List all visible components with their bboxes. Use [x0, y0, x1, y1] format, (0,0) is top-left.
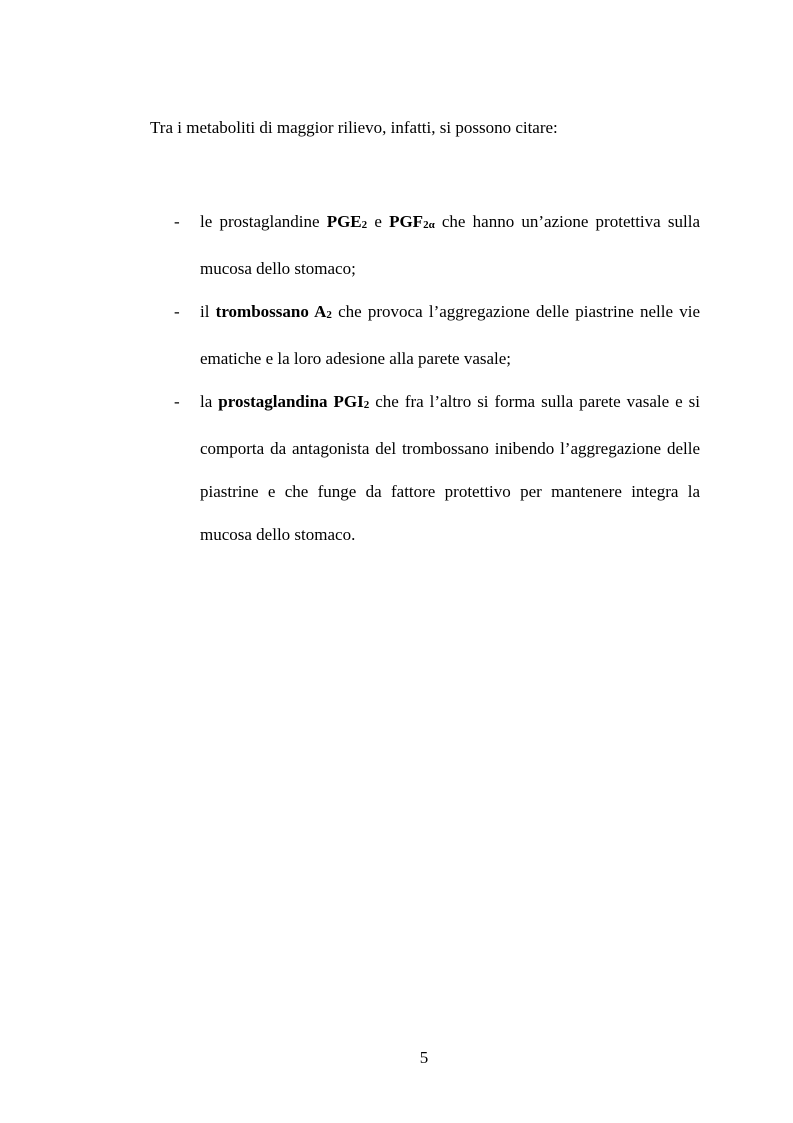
bold-term: PGE [326, 212, 362, 231]
bold-term: PGF [389, 212, 424, 231]
intro-paragraph: Tra i metaboliti di maggior rilievo, infatti, si possono citare: [150, 118, 558, 137]
list-dash: - [174, 392, 180, 411]
list-item [174, 290, 700, 380]
text-run: la [200, 392, 219, 411]
list-item-text [200, 392, 700, 544]
subscript: 2 [363, 399, 370, 411]
list-dash: - [174, 302, 180, 321]
text-run: e [367, 212, 390, 231]
list-item [174, 200, 700, 290]
text-run: il [200, 302, 216, 321]
metabolite-list [174, 200, 700, 556]
list-item-text [200, 302, 700, 368]
list-dash: - [174, 212, 180, 231]
text-run: che fra l’altro si forma sulla parete vasale e si comporta da antagonista del trombossano inibendo l’aggregazione delle piastrine e che funge da fattore protettivo per mantenere integra la mucosa dello stomaco. [200, 392, 700, 544]
list-item [174, 380, 700, 556]
text-run: che provoca l’aggregazione delle piastrine nelle vie ematiche e la loro adesione alla parete vasale; [200, 302, 701, 368]
list-item-text [200, 212, 700, 278]
bold-term: trombossano A [215, 302, 327, 321]
subscript: 2α [423, 219, 435, 231]
text-run: che hanno un’azione protettiva sulla mucosa dello stomaco; [200, 212, 700, 278]
bold-term: prostaglandina PGI [218, 392, 364, 411]
text-run: le prostaglandine [200, 212, 327, 231]
page-number: 5 [419, 1048, 429, 1067]
subscript: 2 [361, 219, 368, 231]
subscript: 2 [326, 309, 332, 321]
